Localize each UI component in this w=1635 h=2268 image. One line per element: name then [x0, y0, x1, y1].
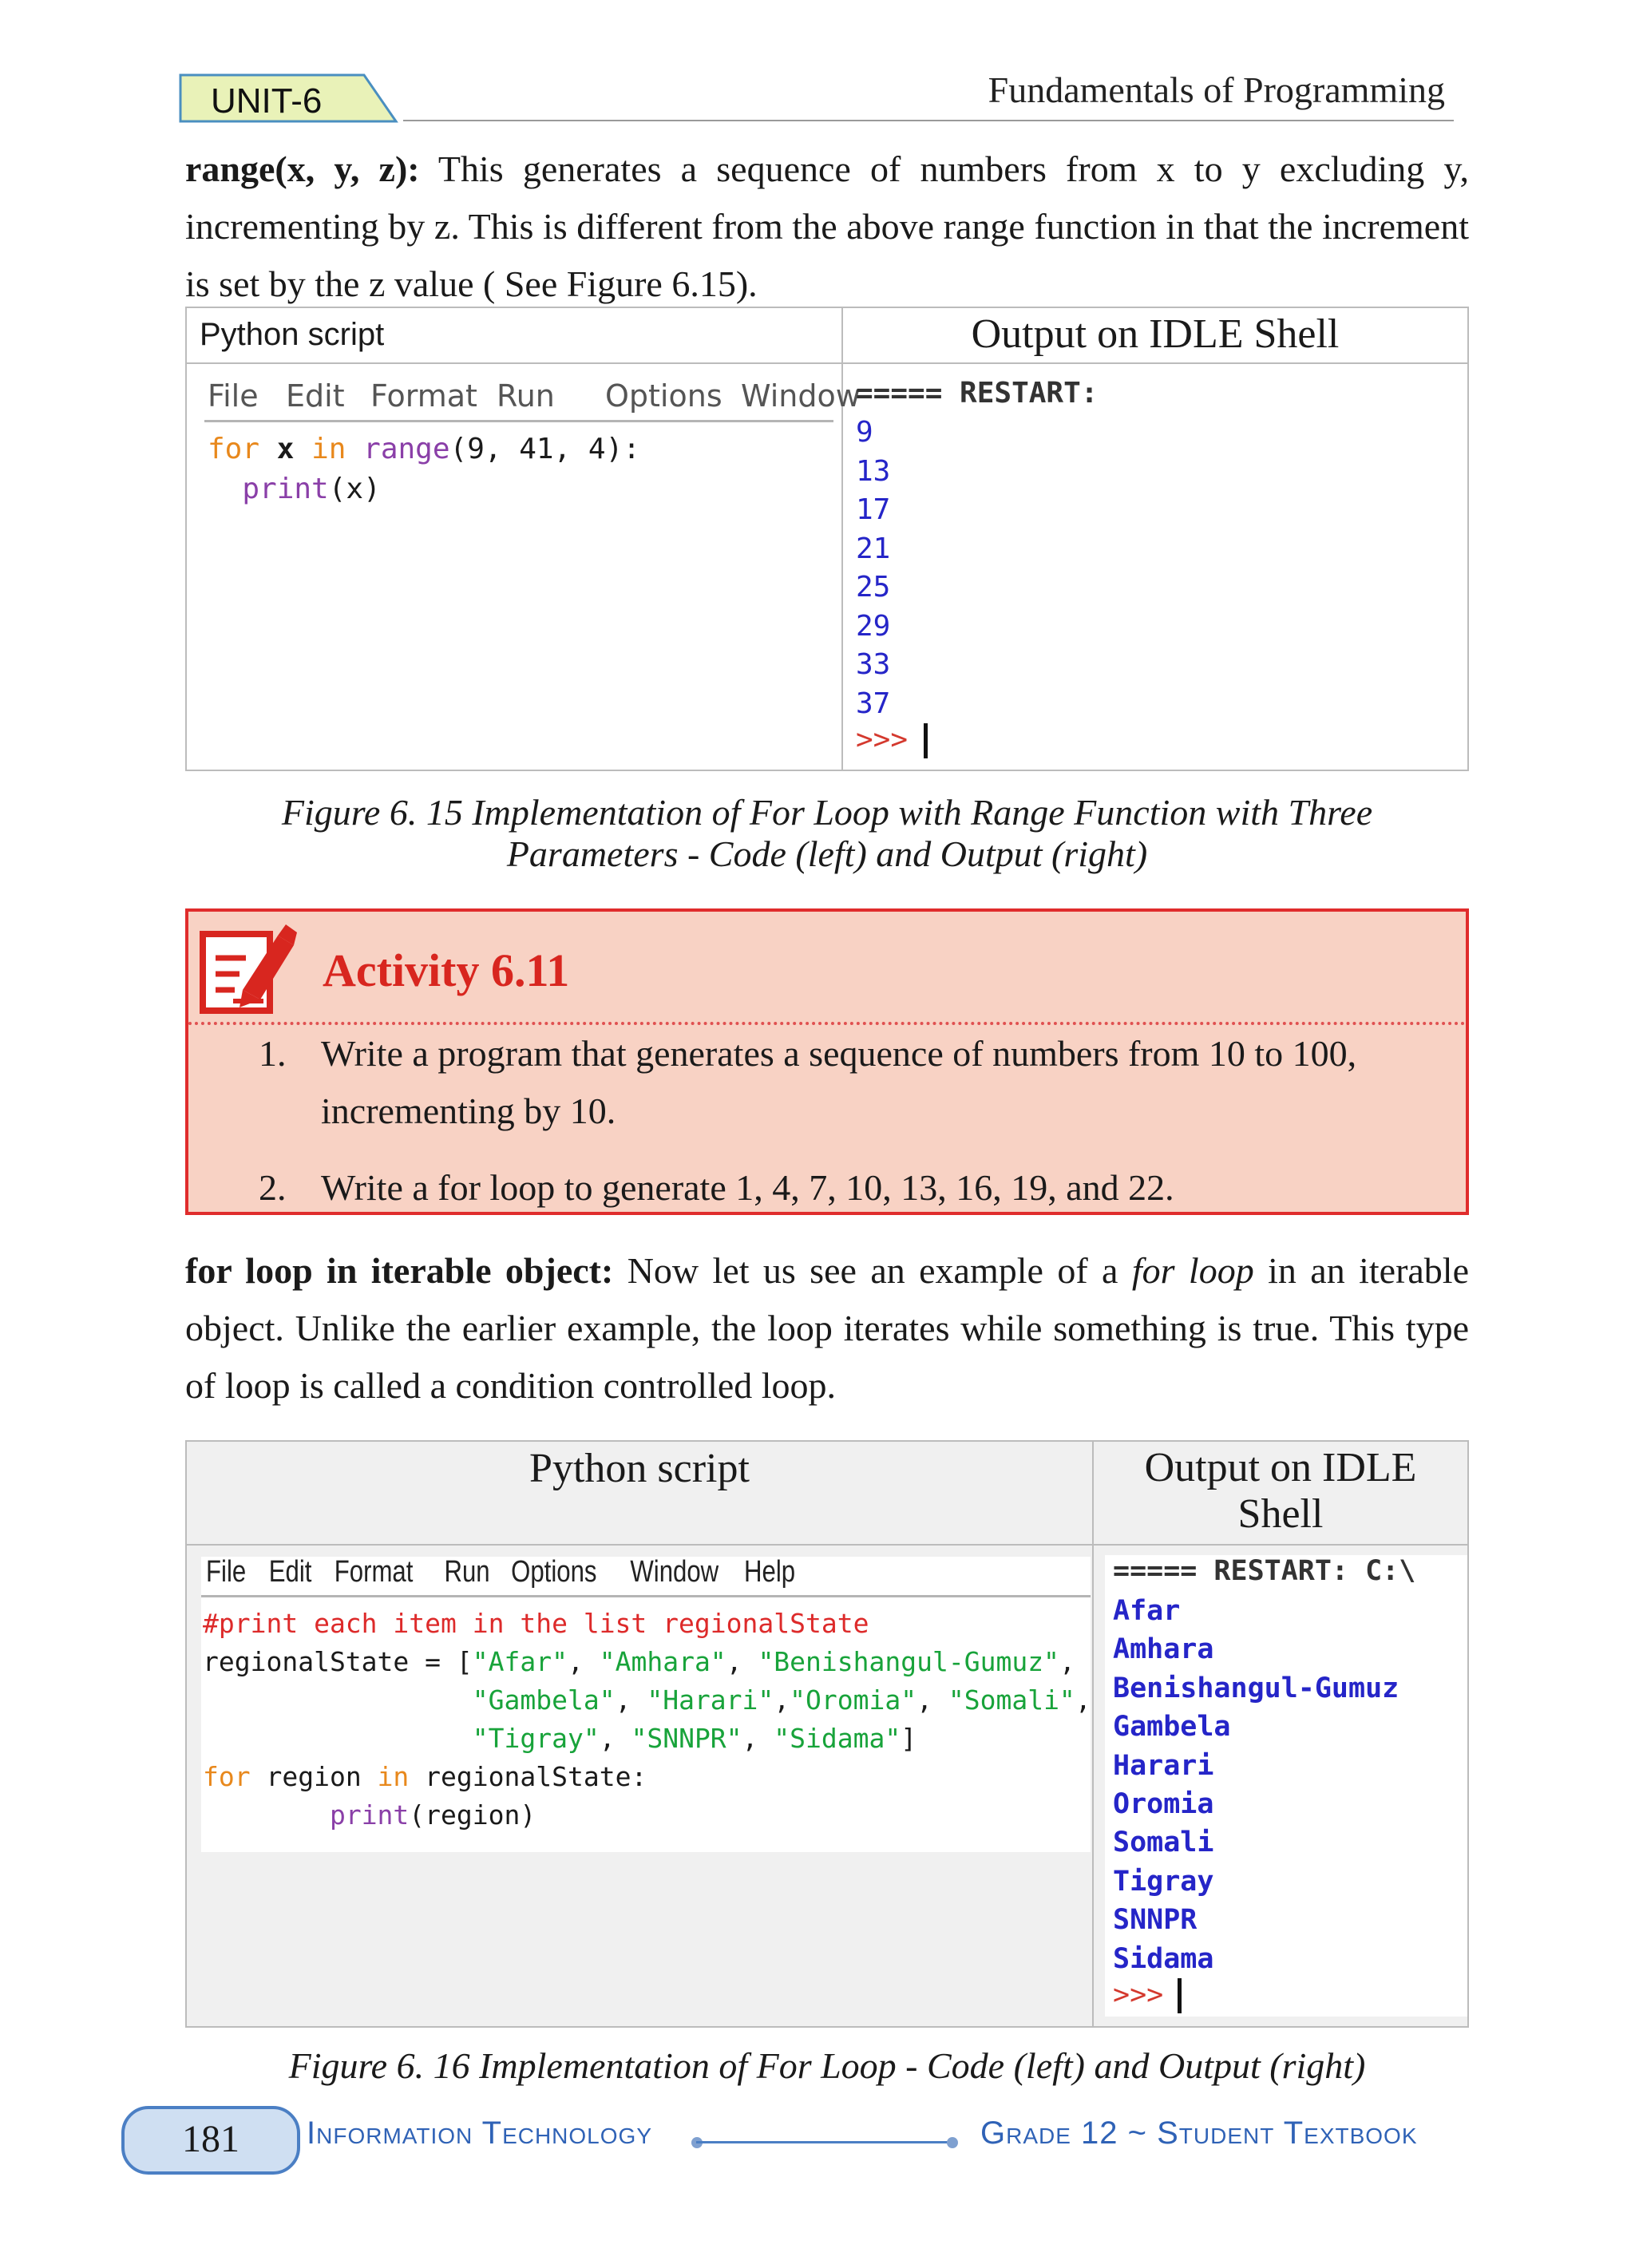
menu-run[interactable]: Run	[497, 378, 555, 414]
fig2-right-header-line: Shell	[1237, 1491, 1324, 1537]
fig2-output-lines	[1113, 1592, 1399, 1978]
footer-dot	[947, 2137, 958, 2148]
menu-edit[interactable]: Edit	[286, 378, 345, 414]
code-assign: regionalState = [	[203, 1646, 473, 1677]
code-string: "Gambela"	[472, 1684, 616, 1716]
caption-line: Figure 6. 15 Implementation of For Loop with Range Function with Three	[281, 792, 1373, 833]
activity-item-1	[321, 1025, 1356, 1140]
fig1-right-header: Output on IDLE Shell	[843, 308, 1467, 364]
code-string: "SNNPR"	[631, 1723, 742, 1754]
output-line: SNNPR	[1113, 1904, 1198, 1937]
fig2-shell-prompt[interactable]	[1113, 1978, 1182, 2013]
caption-line: Parameters - Code (left) and Output (right)	[506, 833, 1148, 874]
menu-window[interactable]: Window	[741, 378, 861, 414]
code-print-fn: print	[329, 1799, 410, 1831]
menu-file[interactable]: File	[206, 1555, 247, 1589]
footer-subject: Information Technology	[307, 2116, 652, 2151]
code-for-keyword: for	[208, 433, 260, 465]
shell-prompt: >>>	[1113, 1979, 1164, 2011]
fig1-output-lines	[856, 414, 890, 723]
unit-tab	[179, 73, 399, 123]
code-iterable: regionalState:	[409, 1761, 647, 1792]
text-cursor	[924, 723, 928, 758]
code-string: "Amhara"	[599, 1646, 726, 1677]
figure-6-16	[185, 1440, 1469, 2028]
fig2-left-header: Python script	[529, 1446, 750, 1491]
code-comment: #print each item in the list regionalState	[203, 1608, 869, 1639]
menu-edit[interactable]: Edit	[268, 1555, 312, 1589]
menu-format[interactable]: Format	[370, 378, 477, 414]
iterable-term: for loop in iterable object:	[185, 1250, 614, 1291]
fig2-right-header-line: Output on IDLE	[1144, 1445, 1417, 1490]
fig1-shell-prompt[interactable]	[856, 723, 928, 758]
activity-item-1-number: 1.	[259, 1033, 287, 1074]
code-loop-var: region	[250, 1761, 378, 1792]
fig2-restart-line: ===== RESTART: C:\	[1113, 1555, 1416, 1587]
output-line: Harari	[1113, 1749, 1214, 1782]
output-line: 37	[856, 687, 891, 720]
page-number-badge	[121, 2106, 300, 2175]
range-xyz-text: This generates a sequence of numbers from x to y excluding y, incrementing by z. This is different from the above range function in that the increment is set by the z value ( See Figure 6.15).	[185, 148, 1469, 304]
header-rule	[403, 120, 1454, 121]
code-range-args: (9, 41, 4):	[449, 433, 640, 465]
iterable-emphasis: for loop	[1131, 1250, 1254, 1291]
figure-6-15-caption	[185, 792, 1469, 875]
figure-6-16-caption: Figure 6. 16 Implementation of For Loop - Code (left) and Output (right)	[288, 2045, 1366, 2086]
fig2-menu-rule	[201, 1595, 1091, 1597]
output-line: 33	[856, 648, 891, 681]
fig2-divider	[1092, 1442, 1094, 2026]
output-line: 25	[856, 571, 891, 604]
activity-box	[185, 908, 1469, 1215]
output-line: 29	[856, 609, 891, 643]
running-header-title: Fundamentals of Programming	[988, 69, 1445, 110]
code-string: "Oromia"	[790, 1684, 917, 1716]
activity-item-1-line: incrementing by 10.	[321, 1090, 616, 1131]
output-line: Amhara	[1113, 1633, 1214, 1666]
menu-file[interactable]: File	[208, 378, 259, 414]
code-in-keyword: in	[311, 433, 346, 465]
range-xyz-paragraph	[185, 141, 1469, 313]
code-var-x: x	[276, 433, 295, 465]
activity-item-1-line: Write a program that generates a sequence of numbers from 10 to 100,	[321, 1033, 1357, 1074]
code-string: "Somali"	[948, 1684, 1075, 1716]
fig2-code: #print each item in the list regionalState regionalState = ["Afar", "Amhara", "Benishangul-Gumuz", "Gambela", "Harari","Oromia", "Somali", "Tigray", "SNNPR", "Sidama"] for region in regionalState: print(region)	[203, 1608, 1091, 1831]
menu-options[interactable]: Options	[605, 378, 722, 414]
output-line: 17	[856, 493, 891, 526]
fig1-restart-line: ===== RESTART:	[856, 377, 1099, 410]
text-cursor	[1178, 1978, 1182, 2013]
page-number: 181	[182, 2118, 240, 2160]
code-string: "Tigray"	[472, 1723, 600, 1754]
code-print-fn: print	[242, 473, 329, 505]
fig1-code	[208, 429, 640, 509]
code-for-keyword: for	[203, 1761, 251, 1792]
output-line: Tigray	[1113, 1865, 1214, 1898]
activity-title: Activity 6.11	[323, 944, 570, 996]
shell-prompt: >>>	[856, 723, 909, 756]
range-xyz-term: range(x, y, z):	[185, 148, 420, 189]
iterable-text: in an iterable object. Unlike the earlier example, the loop iterates while something is true. This type of loop is called a condition controlled loop.	[185, 1250, 1470, 1406]
iterable-text: Now let us see an example of a	[613, 1250, 1132, 1291]
menu-format[interactable]: Format	[334, 1555, 414, 1589]
unit-label: UNIT-6	[211, 81, 323, 121]
output-line: Benishangul-Gumuz	[1113, 1672, 1399, 1704]
iterable-paragraph	[185, 1242, 1469, 1415]
code-range-fn: range	[363, 433, 450, 465]
menu-help[interactable]: Help	[744, 1555, 796, 1589]
fig1-left-header: Python script	[187, 308, 841, 364]
output-line: Gambela	[1113, 1711, 1231, 1744]
output-line: 21	[856, 532, 891, 565]
output-line: Sidama	[1113, 1942, 1214, 1975]
menu-options[interactable]: Options	[511, 1555, 597, 1589]
code-string: "Benishangul-Gumuz"	[758, 1646, 1059, 1677]
output-line: 13	[856, 454, 891, 488]
fig2-right-header	[1094, 1445, 1467, 1538]
menu-run[interactable]: Run	[444, 1555, 490, 1589]
fig2-header-rule	[187, 1544, 1467, 1546]
output-line: 9	[856, 416, 873, 449]
footer-line	[696, 2141, 952, 2143]
code-string: "Sidama"	[774, 1723, 901, 1754]
fig1-divider	[841, 308, 843, 770]
output-line: Somali	[1113, 1827, 1214, 1859]
code-print-args: (x)	[328, 473, 381, 505]
activity-item-2-number: 2.	[259, 1167, 287, 1208]
output-line: Afar	[1113, 1595, 1181, 1627]
output-line: Oromia	[1113, 1788, 1214, 1821]
code-print-args: (region)	[409, 1799, 536, 1831]
footer-grade: Grade 12 ~ Student Textbook	[980, 2116, 1418, 2151]
figure-6-15	[185, 307, 1469, 771]
menu-window[interactable]: Window	[630, 1555, 719, 1589]
code-string: "Afar"	[472, 1646, 568, 1677]
fig1-menu-rule	[204, 420, 833, 422]
activity-item-2: Write a for loop to generate 1, 4, 7, 10, 13, 16, 19, and 22.	[321, 1167, 1174, 1208]
activity-pencil-icon	[198, 921, 300, 1015]
code-in-keyword: in	[377, 1761, 410, 1792]
code-string: "Harari"	[647, 1684, 774, 1716]
